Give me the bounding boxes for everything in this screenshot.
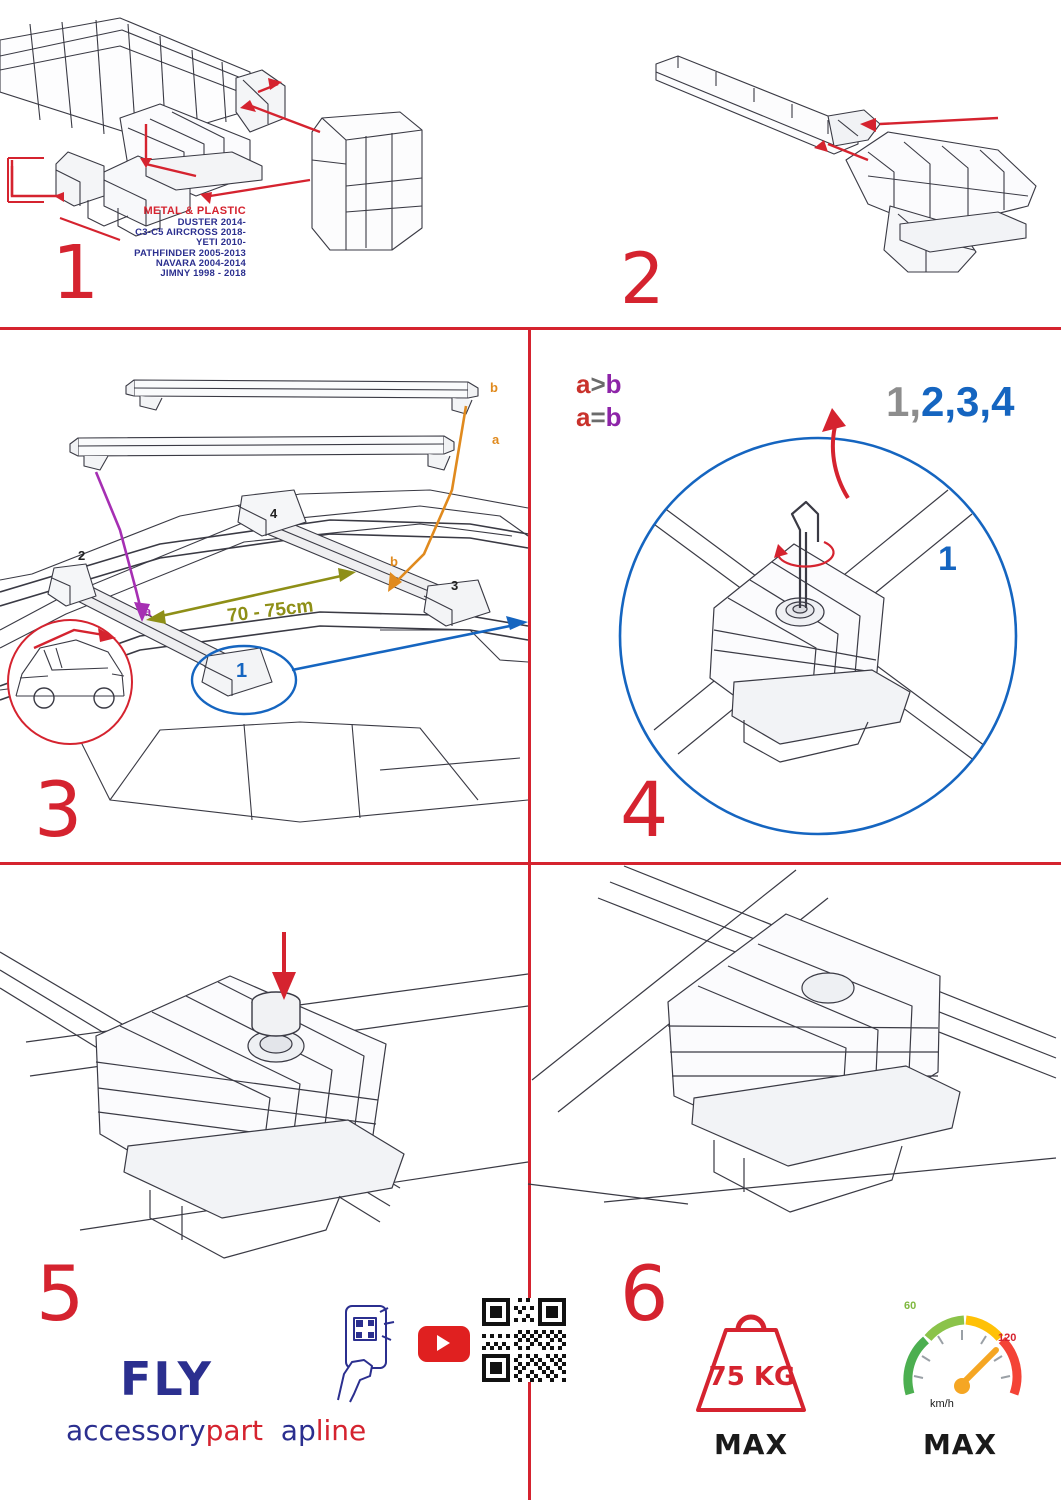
vehicle-5: JIMNY 1998 - 2018 xyxy=(160,268,246,280)
step-number-4: 4 xyxy=(620,765,667,854)
gauge-min-label: 60 xyxy=(904,1300,917,1312)
step-number-1: 1 xyxy=(52,230,98,316)
sequence-blue: 2,3,4 xyxy=(921,378,1015,425)
legend-b-1: b xyxy=(605,369,622,399)
max-weight-value: 75 KG xyxy=(708,1362,796,1392)
step-4-sequence xyxy=(886,378,1014,426)
label-mid-a: a xyxy=(144,604,152,619)
step-4-callout: 1 xyxy=(938,540,957,578)
label-foot-3: 3 xyxy=(451,578,459,593)
brand-part: part xyxy=(205,1414,263,1447)
label-bar-a: a xyxy=(492,432,500,447)
max-weight-caption: MAX xyxy=(713,1428,789,1461)
vehicle-3: PATHFINDER 2005-2013 xyxy=(134,247,246,259)
brand-lineword: line xyxy=(315,1414,367,1447)
vehicle-0: DUSTER 2014- xyxy=(177,216,246,228)
vehicle-2: YETI 2010- xyxy=(195,237,246,249)
step-number-3: 3 xyxy=(34,765,81,854)
youtube-icon[interactable] xyxy=(418,1326,470,1362)
step-6-illustration xyxy=(528,866,1061,1266)
gauge-max-label: 120 xyxy=(998,1332,1017,1344)
label-circle-1: 1 xyxy=(236,660,248,682)
sequence-gray: 1, xyxy=(886,378,922,425)
max-speed-gauge-icon xyxy=(892,1298,1028,1422)
qr-code[interactable] xyxy=(482,1298,566,1382)
label-bar-b: b xyxy=(490,380,498,395)
label-mid-b: b xyxy=(390,554,398,569)
scan-qr-phone-icon xyxy=(330,1302,408,1404)
speed-unit-label: km/h xyxy=(930,1398,954,1410)
brand-fly: FLY xyxy=(120,1352,213,1406)
step-number-5: 5 xyxy=(36,1249,83,1338)
legend-a-1: a xyxy=(576,369,591,399)
max-weight-icon xyxy=(686,1298,816,1420)
step-1-vehicle-list xyxy=(10,206,246,279)
brand-wordmark xyxy=(66,1414,366,1447)
step-number-2: 2 xyxy=(620,238,663,320)
step-number-6: 6 xyxy=(620,1249,667,1338)
brand-accessory: accessory xyxy=(66,1414,206,1447)
legend-b-2: b xyxy=(605,401,622,432)
step-2-illustration xyxy=(528,0,1061,327)
vehicle-4: NAVARA 2004-2014 xyxy=(155,257,246,269)
vehicle-1: C3-C5 AIRCROSS 2018- xyxy=(135,227,246,239)
label-foot-4: 4 xyxy=(270,506,278,521)
label-foot-2: 2 xyxy=(78,548,86,563)
legend-op-1: > xyxy=(590,369,606,399)
max-speed-caption: MAX xyxy=(922,1428,998,1461)
legend-op-2: = xyxy=(590,401,606,432)
brand-ap: ap xyxy=(280,1414,316,1447)
step-5-illustration xyxy=(0,866,528,1266)
metal-plastic-heading: METAL & PLASTIC xyxy=(143,205,246,217)
legend-a-2: a xyxy=(576,401,591,432)
bar-spacing-dimension: 70 - 75cm xyxy=(226,595,315,627)
